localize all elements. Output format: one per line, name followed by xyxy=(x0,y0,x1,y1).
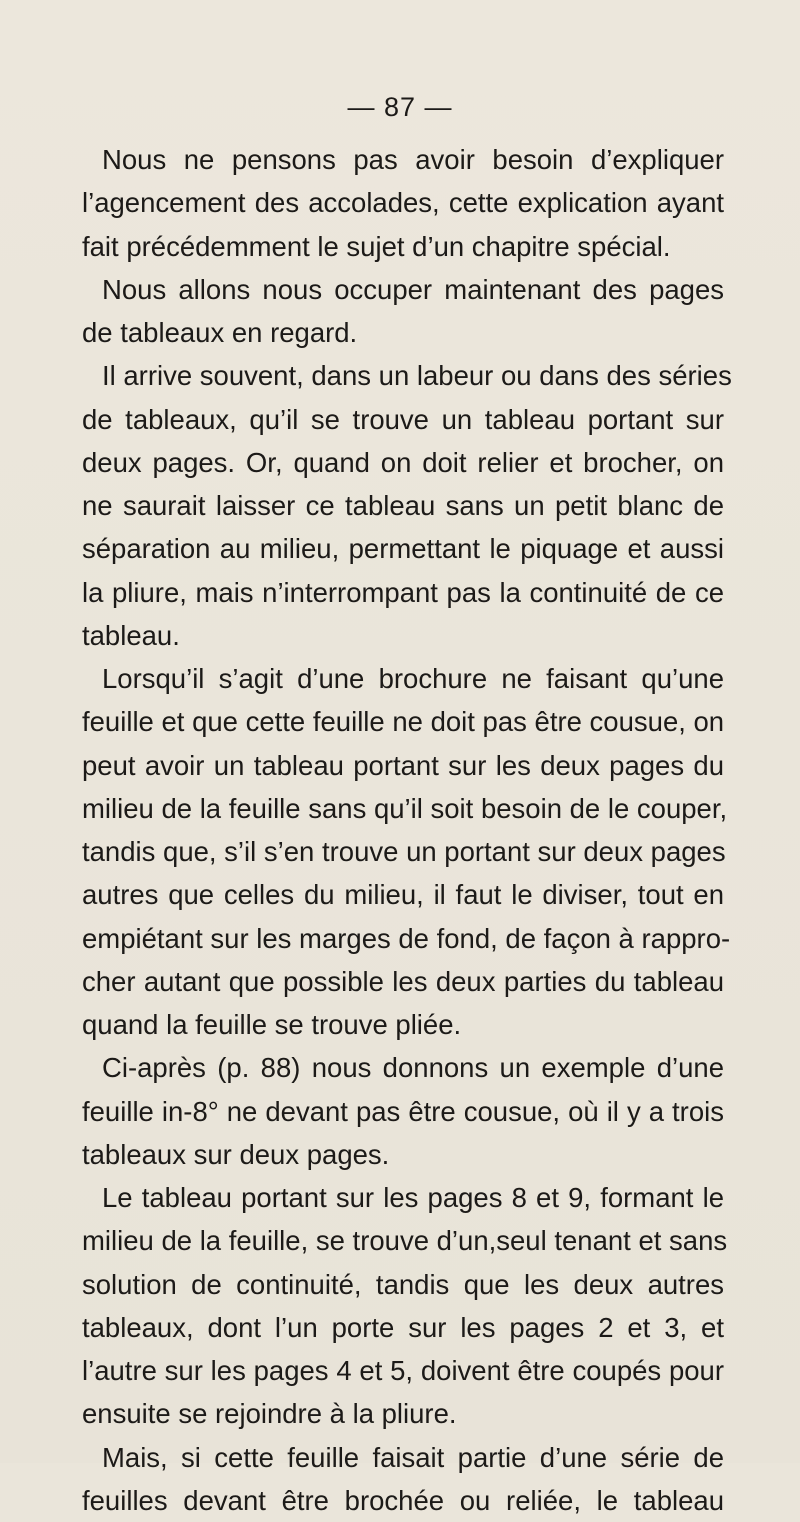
paragraph xyxy=(82,1176,724,1436)
text-line: Lorsqu’il s’agit d’une brochure ne faisant qu’une xyxy=(82,657,724,700)
paragraph xyxy=(82,138,724,268)
text-line: Il arrive souvent, dans un labeur ou dans des séries xyxy=(82,354,724,397)
text-line: la pliure, mais n’interrompant pas la continuité de ce xyxy=(82,571,724,614)
text-line: feuille et que cette feuille ne doit pas être cousue, on xyxy=(82,700,724,743)
text-line: tableaux, dont l’un porte sur les pages 2 et 3, et xyxy=(82,1306,724,1349)
text-line: Le tableau portant sur les pages 8 et 9, formant le xyxy=(82,1176,724,1219)
paragraph xyxy=(82,657,724,1046)
text-line: de tableaux, qu’il se trouve un tableau portant sur xyxy=(82,398,724,441)
text-line: autres que celles du milieu, il faut le diviser, tout en xyxy=(82,873,724,916)
text-line: de tableaux en regard. xyxy=(82,311,724,354)
body-text xyxy=(82,138,724,1522)
text-line: Mais, si cette feuille faisait partie d’une série de xyxy=(82,1436,724,1479)
text-line: séparation au milieu, permettant le piquage et aussi xyxy=(82,527,724,570)
text-line: solution de continuité, tandis que les deux autres xyxy=(82,1263,724,1306)
page-number: — 87 — xyxy=(0,92,800,123)
text-line: ensuite se rejoindre à la pliure. xyxy=(82,1392,724,1435)
text-line: feuilles devant être brochée ou reliée, le tableau xyxy=(82,1479,724,1522)
text-line: deux pages. Or, quand on doit relier et brocher, on xyxy=(82,441,724,484)
text-line: milieu de la feuille sans qu’il soit besoin de le couper, xyxy=(82,787,724,830)
text-line: Nous ne pensons pas avoir besoin d’expliquer xyxy=(82,138,724,181)
text-line: cher autant que possible les deux parties du tableau xyxy=(82,960,724,1003)
text-line: ne saurait laisser ce tableau sans un petit blanc de xyxy=(82,484,724,527)
paragraph xyxy=(82,1046,724,1176)
paragraph xyxy=(82,1436,724,1522)
text-line: fait précédemment le sujet d’un chapitre spécial. xyxy=(82,225,724,268)
text-line: tableaux sur deux pages. xyxy=(82,1133,724,1176)
text-line: tableau. xyxy=(82,614,724,657)
text-line: l’agencement des accolades, cette explication ayant xyxy=(82,181,724,224)
text-line: quand la feuille se trouve pliée. xyxy=(82,1003,724,1046)
text-line: peut avoir un tableau portant sur les deux pages du xyxy=(82,744,724,787)
paragraph xyxy=(82,268,724,355)
text-line: Nous allons nous occuper maintenant des pages xyxy=(82,268,724,311)
text-line: milieu de la feuille, se trouve d’un,seul tenant et sans xyxy=(82,1219,724,1262)
text-line: feuille in-8° ne devant pas être cousue, où il y a trois xyxy=(82,1090,724,1133)
text-line: tandis que, s’il s’en trouve un portant sur deux pages xyxy=(82,830,724,873)
text-line: empiétant sur les marges de fond, de façon à rappro- xyxy=(82,917,724,960)
text-line: Ci-après (p. 88) nous donnons un exemple d’une xyxy=(82,1046,724,1089)
paragraph xyxy=(82,354,724,657)
text-line: l’autre sur les pages 4 et 5, doivent être coupés pour xyxy=(82,1349,724,1392)
